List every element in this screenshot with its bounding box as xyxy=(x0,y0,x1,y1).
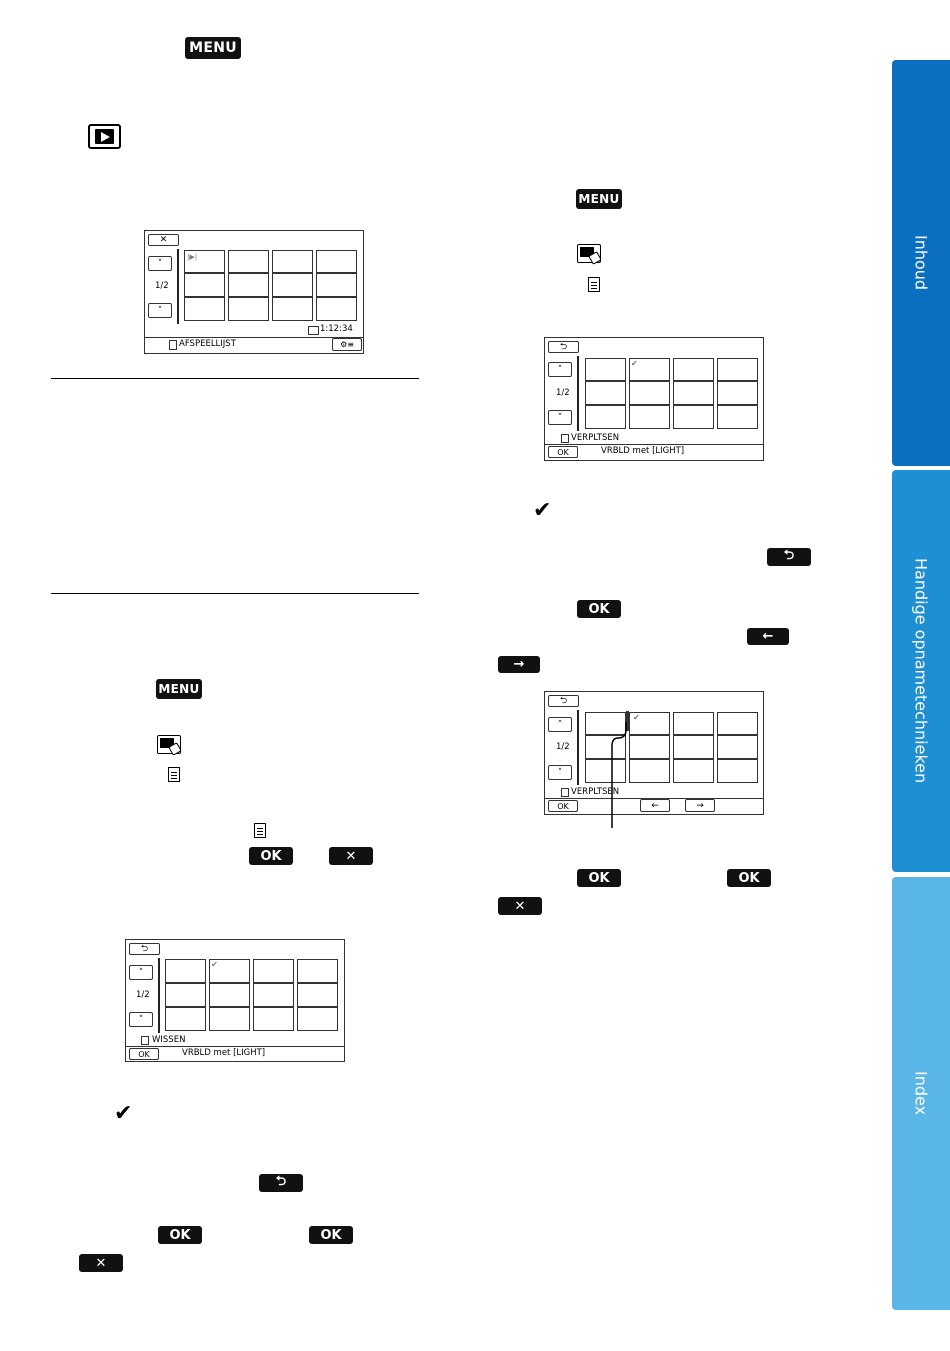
ok-button[interactable]: OK xyxy=(309,1226,353,1244)
ok-button[interactable]: OK xyxy=(548,800,578,812)
touch-panel-icon[interactable] xyxy=(157,735,183,755)
thumbnail[interactable] xyxy=(717,405,758,429)
back-button[interactable]: ⮌ xyxy=(259,1174,303,1192)
playlist-icon xyxy=(561,434,569,443)
thumbnail[interactable] xyxy=(165,1007,206,1031)
thumbnail[interactable] xyxy=(297,1007,338,1031)
close-button[interactable]: ✕ xyxy=(79,1254,123,1272)
section-divider xyxy=(51,378,419,379)
thumbnail[interactable] xyxy=(717,358,758,381)
move-right-button[interactable]: → xyxy=(685,799,715,812)
scroll-up-button[interactable]: ˄ xyxy=(148,256,172,271)
thumbnail[interactable] xyxy=(717,381,758,405)
screen-mode-label: WISSEN xyxy=(152,1035,186,1045)
thumbnail[interactable] xyxy=(165,959,206,983)
thumbnail[interactable] xyxy=(717,735,758,759)
thumbnail[interactable] xyxy=(673,759,714,783)
playlist-icon xyxy=(169,340,177,350)
page-indicator: 1/2 xyxy=(136,990,150,1000)
thumbnail[interactable] xyxy=(272,273,313,297)
lcd-screen-move xyxy=(544,337,764,461)
screen-footer-text: VRBLD met [LIGHT] xyxy=(182,1048,266,1058)
thumbnail-selected[interactable] xyxy=(629,358,670,381)
ok-button[interactable]: OK xyxy=(249,847,293,865)
scroll-down-button[interactable]: ˅ xyxy=(148,303,172,318)
ok-button[interactable]: OK xyxy=(727,869,771,887)
screen-mode-label: AFSPEELLIJST xyxy=(179,339,236,349)
screen-mode-label: VERPLTSEN xyxy=(571,787,620,797)
scroll-bar[interactable] xyxy=(177,249,179,324)
thumbnail[interactable] xyxy=(673,712,714,735)
scroll-down-button[interactable]: ˅ xyxy=(129,1012,153,1027)
thumbnail[interactable] xyxy=(272,297,313,321)
thumbnail[interactable] xyxy=(165,983,206,1007)
playlist-icon xyxy=(561,788,569,797)
close-button[interactable]: ✕ xyxy=(498,897,542,915)
close-button[interactable]: ✕ xyxy=(148,234,179,246)
screen-mode-label: VERPLTSEN xyxy=(571,433,620,443)
back-button[interactable]: ⮌ xyxy=(129,943,160,955)
ok-button[interactable]: OK xyxy=(577,600,621,618)
scroll-up-button[interactable]: ˄ xyxy=(548,362,572,377)
film-icon xyxy=(308,326,319,335)
thumbnail[interactable] xyxy=(253,1007,294,1031)
thumbnail[interactable] xyxy=(228,273,269,297)
thumbnail[interactable] xyxy=(585,358,626,381)
thumbnail[interactable] xyxy=(297,983,338,1007)
scroll-bar[interactable] xyxy=(158,958,160,1033)
thumbnail[interactable] xyxy=(717,759,758,783)
play-icon[interactable] xyxy=(88,124,121,149)
ok-button[interactable]: OK xyxy=(129,1048,159,1060)
scroll-down-button[interactable]: ˅ xyxy=(548,765,572,780)
thumbnail[interactable] xyxy=(316,297,357,321)
playlist-icon xyxy=(141,1036,149,1045)
thumbnail[interactable] xyxy=(629,381,670,405)
section-divider xyxy=(51,593,419,594)
scroll-up-button[interactable]: ˄ xyxy=(129,965,153,980)
thumbnail[interactable] xyxy=(673,735,714,759)
thumbnail[interactable] xyxy=(253,983,294,1007)
thumbnail[interactable] xyxy=(228,297,269,321)
thumbnail[interactable] xyxy=(184,273,225,297)
thumbnail-selected[interactable] xyxy=(209,959,250,983)
page-indicator: 1/2 xyxy=(155,281,169,291)
scroll-bar[interactable] xyxy=(577,356,579,431)
lcd-screen-move-position xyxy=(544,691,764,815)
scroll-bar[interactable] xyxy=(577,710,579,785)
touch-panel-icon[interactable] xyxy=(577,244,603,264)
playlist-duration: 1:12:34 xyxy=(320,324,353,334)
page-indicator: 1/2 xyxy=(556,742,570,752)
scroll-down-button[interactable]: ˅ xyxy=(548,410,572,425)
screen-footer-text: VRBLD met [LIGHT] xyxy=(601,446,685,456)
thumbnail[interactable] xyxy=(209,983,250,1007)
thumbnail[interactable] xyxy=(717,712,758,735)
check-icon: ✔ xyxy=(631,359,638,368)
playlist-icon xyxy=(168,767,180,782)
thumbnail[interactable] xyxy=(673,405,714,429)
thumbnail[interactable] xyxy=(585,381,626,405)
check-icon: ✔ xyxy=(114,1101,133,1126)
thumbnail[interactable] xyxy=(297,959,338,983)
lcd-screen-playlist xyxy=(144,230,364,354)
menu-button[interactable]: MENU xyxy=(576,189,622,209)
thumbnail[interactable] xyxy=(673,381,714,405)
tab-index[interactable]: Index xyxy=(892,877,950,1310)
page-indicator: 1/2 xyxy=(556,388,570,398)
back-button[interactable]: ⮌ xyxy=(548,695,579,707)
move-right-button[interactable]: → xyxy=(498,656,540,673)
close-button[interactable]: ✕ xyxy=(329,847,373,865)
check-icon: ✔ xyxy=(633,713,640,722)
thumbnail[interactable] xyxy=(184,250,225,273)
thumbnail[interactable] xyxy=(209,1007,250,1031)
back-button[interactable]: ⮌ xyxy=(767,548,811,566)
callout-line xyxy=(600,720,640,830)
ok-button[interactable]: OK xyxy=(158,1226,202,1244)
scroll-up-button[interactable]: ˄ xyxy=(548,717,572,732)
playlist-marker-icon: |▶| xyxy=(187,253,198,261)
tab-inhoud[interactable]: Inhoud xyxy=(892,60,950,466)
back-button[interactable]: ⮌ xyxy=(548,341,579,353)
move-left-button[interactable]: ← xyxy=(747,628,789,645)
thumbnail[interactable] xyxy=(585,405,626,429)
thumbnail[interactable] xyxy=(629,405,670,429)
move-left-button[interactable]: ← xyxy=(640,799,670,812)
thumbnail[interactable] xyxy=(253,959,294,983)
ok-button[interactable]: OK xyxy=(548,446,578,458)
check-icon: ✔ xyxy=(211,960,218,969)
thumbnail[interactable] xyxy=(316,273,357,297)
thumbnail[interactable] xyxy=(316,250,357,273)
playlist-icon xyxy=(588,277,600,292)
tab-handige-opnametechnieken[interactable]: Handige opnametechnieken xyxy=(892,470,950,872)
thumbnail[interactable] xyxy=(184,297,225,321)
lcd-screen-delete xyxy=(125,939,345,1062)
options-button[interactable]: ⚙≡ xyxy=(332,338,362,351)
thumbnail[interactable] xyxy=(272,250,313,273)
ok-button[interactable]: OK xyxy=(577,869,621,887)
menu-button[interactable]: MENU xyxy=(185,37,241,59)
check-icon: ✔ xyxy=(533,498,552,523)
playlist-icon xyxy=(254,823,266,838)
thumbnail[interactable] xyxy=(673,358,714,381)
menu-button[interactable]: MENU xyxy=(156,679,202,699)
thumbnail[interactable] xyxy=(228,250,269,273)
